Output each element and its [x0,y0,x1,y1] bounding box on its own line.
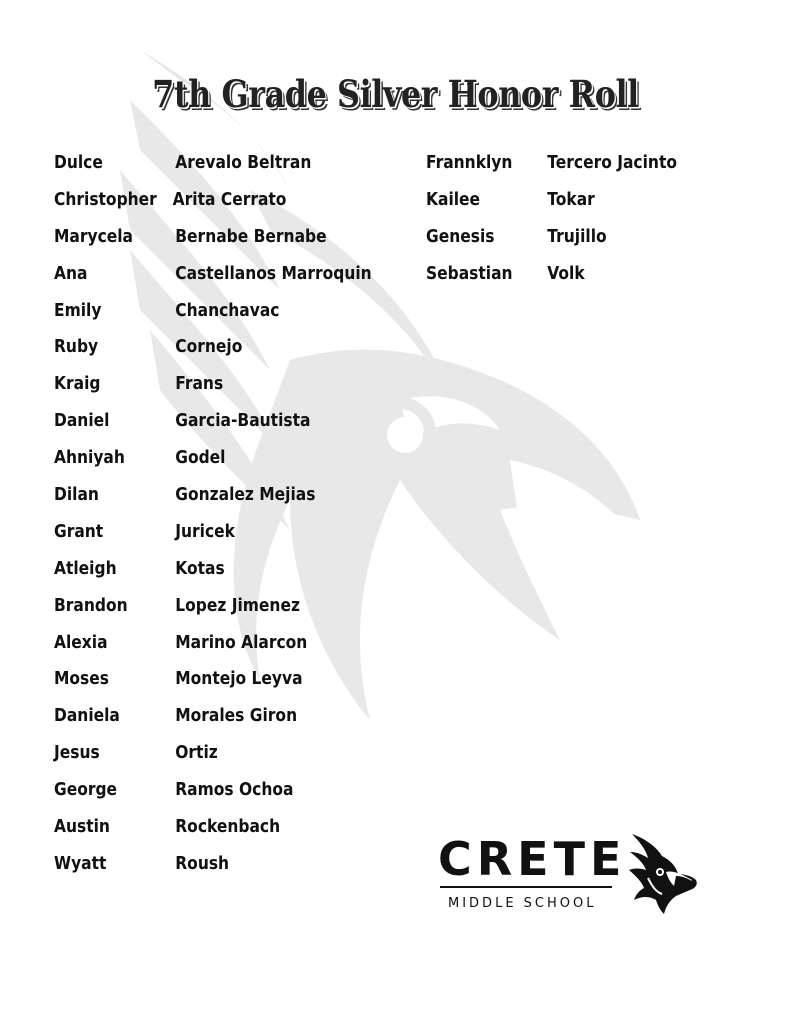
first-name: Daniel [54,410,110,432]
list-item [54,298,424,335]
first-name: Genesis [426,225,495,247]
list-item [54,703,424,740]
last-name: Montejo Leyva [175,668,303,690]
honor-roll-left-column [54,150,484,888]
school-logo [436,832,706,922]
list-item [54,187,424,224]
first-name: Dilan [54,484,99,506]
list-item [54,482,424,519]
last-name: Tercero Jacinto [547,152,677,173]
list-item [54,408,424,445]
first-name: Brandon [54,594,128,616]
page-title: 7th Grade Silver Honor Roll [152,72,639,116]
first-name: Ahniyah [54,447,125,469]
last-name: Cornejo [175,336,243,358]
list-item [54,851,424,888]
list-item [54,150,424,187]
first-name: Ana [54,262,88,284]
list-item [54,224,424,261]
last-name: Roush [175,852,230,874]
last-name: Gonzalez Mejias [175,484,316,506]
last-name: Arita Cerrato [172,188,287,210]
first-name: George [54,779,118,801]
first-name: Emily [54,299,102,321]
first-name: Jesus [54,742,100,764]
first-name: Ruby [54,336,99,358]
list-item [54,556,424,593]
last-name: Kotas [175,557,225,579]
list-item [54,261,424,298]
first-name: Sebastian [426,262,513,284]
list-item [54,814,424,851]
last-name: Trujillo [547,225,607,247]
list-item [426,261,791,298]
last-name: Bernabe Bernabe [175,225,327,247]
list-item [54,777,424,814]
last-name: Castellanos Marroquin [175,262,372,284]
logo-divider [440,886,612,888]
first-name: Marycela [54,225,134,247]
first-name: Austin [54,816,110,838]
last-name: Chanchavac [175,299,280,321]
logo-wordmark: CRETE [438,832,627,886]
list-item [426,187,791,224]
last-name: Frans [175,373,224,395]
first-name: Kailee [426,188,481,210]
list-item [54,666,424,703]
first-name: Alexia [54,631,108,653]
last-name: Marino Alarcon [175,631,308,653]
last-name: Morales Giron [175,705,298,727]
last-name: Tokar [547,188,595,210]
list-item [54,371,424,408]
last-name: Juricek [175,520,235,542]
list-item [54,740,424,777]
first-name: Moses [54,668,109,690]
logo-subtitle: MIDDLE SCHOOL [448,896,597,911]
list-item [54,334,424,371]
last-name: Garcia-Bautista [175,410,311,432]
list-item [54,630,424,667]
list-item [54,445,424,482]
honor-roll-right-column [426,150,791,298]
last-name: Godel [175,447,226,469]
last-name: Lopez Jimenez [175,594,300,616]
last-name: Rockenbach [175,816,281,838]
first-name: Atleigh [54,557,117,579]
first-name: Grant [54,520,104,542]
first-name: Daniela [54,705,120,727]
list-item [54,593,424,630]
last-name: Arevalo Beltran [175,152,312,173]
cardinal-head-icon [626,832,700,916]
first-name: Christopher [54,188,157,210]
last-name: Ramos Ochoa [175,779,294,801]
first-name: Wyatt [54,852,107,874]
list-item [426,224,791,261]
list-item [426,150,791,187]
first-name: Dulce [54,152,103,173]
last-name: Volk [547,262,585,284]
list-item [54,519,424,556]
first-name: Frannklyn [426,152,513,173]
first-name: Kraig [54,373,101,395]
last-name: Ortiz [175,742,218,764]
